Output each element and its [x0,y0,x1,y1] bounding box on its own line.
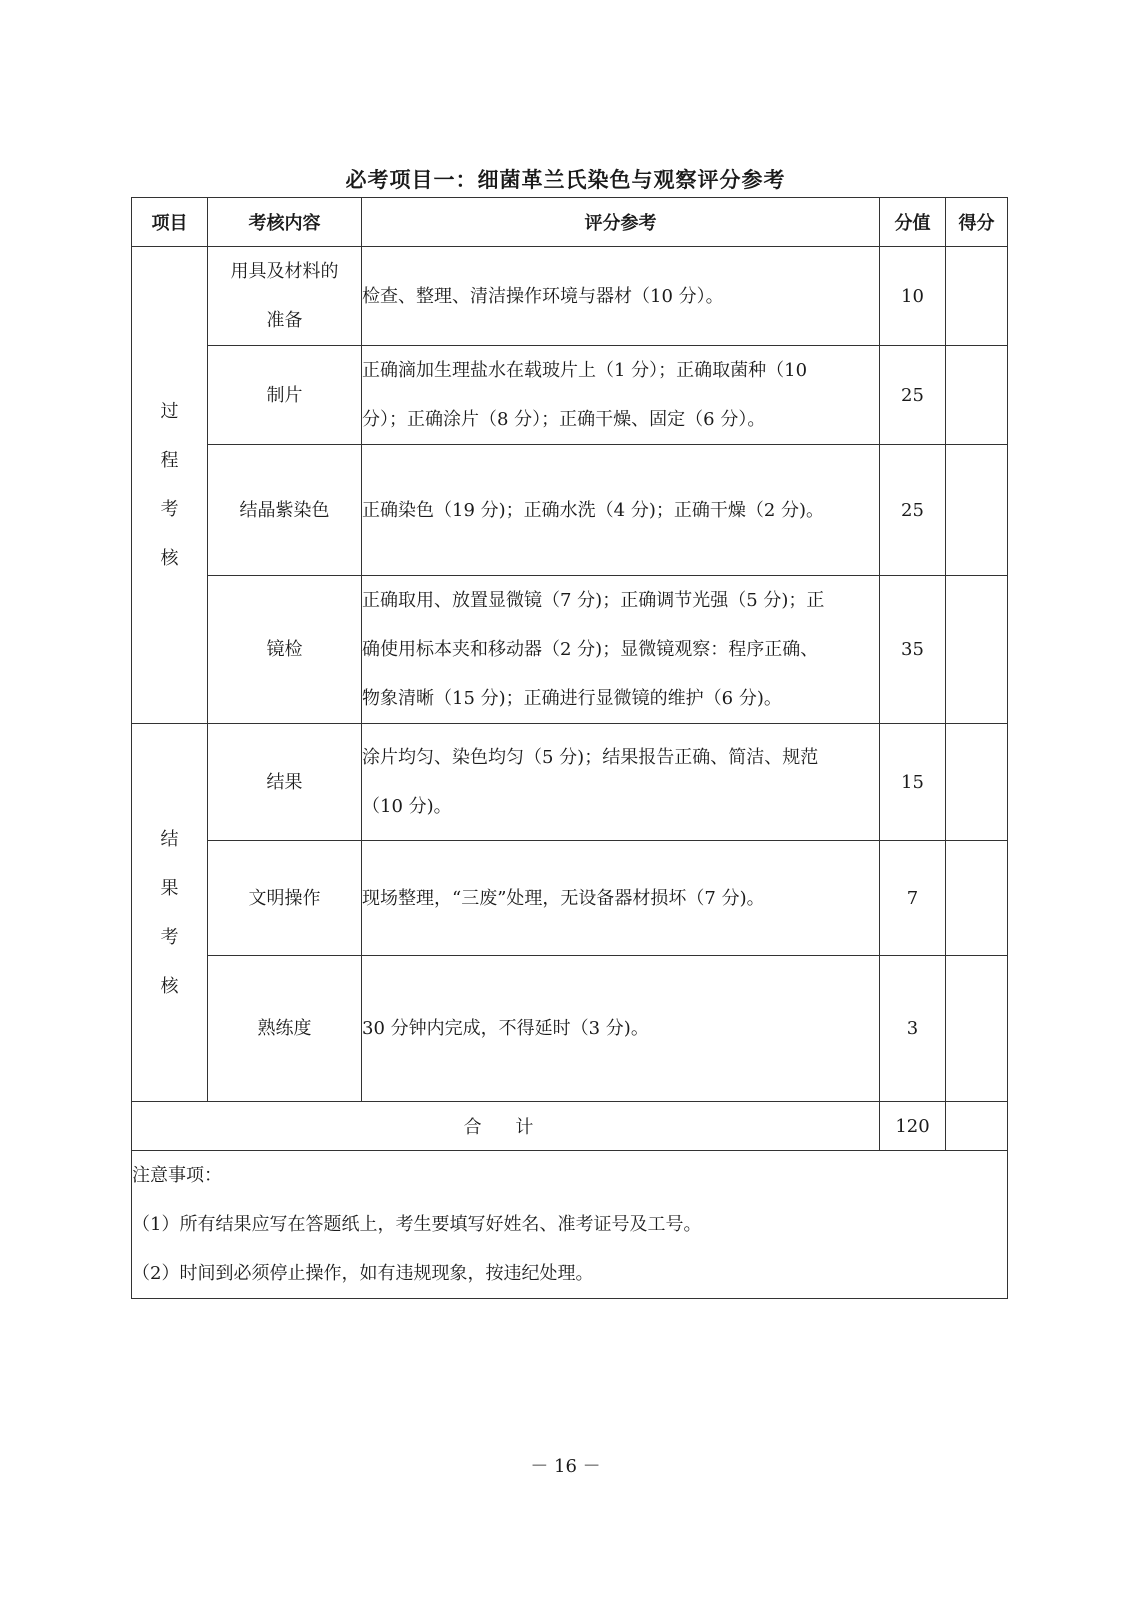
earned-cell[interactable] [946,346,1008,445]
total-row [132,1102,1008,1151]
notes-cell [132,1151,1008,1299]
note-item: （1）所有结果应写在答题纸上，考生要填写好姓名、准考证号及工号。 [132,1214,702,1235]
header-item: 项目 [132,198,208,247]
content-cell: 制片 [208,346,362,445]
header-row [132,198,1008,247]
content-cell: 结晶紫染色 [208,445,362,576]
score-cell: 25 [880,346,946,445]
table-row [132,247,1008,346]
header-reference: 评分参考 [362,198,880,247]
total-label: 合 计 [132,1102,880,1151]
score-cell: 35 [880,576,946,724]
reference-cell: 检查、整理、清洁操作环境与器材（10 分）。 [362,247,880,346]
total-earned-cell[interactable] [946,1102,1008,1151]
earned-cell[interactable] [946,956,1008,1102]
section-process: 过 程 考 核 [132,247,208,724]
scoring-table [131,197,1008,1299]
notes-heading: 注意事项： [132,1165,222,1186]
earned-cell[interactable] [946,841,1008,956]
reference-cell: 正确滴加生理盐水在载玻片上（1 分）；正确取菌种（10 分）；正确涂片（8 分）；正确干燥、固定（6 分）。 [362,346,880,445]
earned-cell[interactable] [946,724,1008,841]
header-content: 考核内容 [208,198,362,247]
note-item: （2）时间到必须停止操作，如有违规现象，按违纪处理。 [132,1263,594,1284]
page-number: － 16 － [530,1456,601,1477]
content-cell: 熟练度 [208,956,362,1102]
section-result: 结 果 考 核 [132,724,208,1102]
score-cell: 10 [880,247,946,346]
table-row [132,956,1008,1102]
table-row [132,346,1008,445]
total-score: 120 [880,1102,946,1151]
notes-row [132,1151,1008,1299]
content-cell: 镜检 [208,576,362,724]
table-row [132,445,1008,576]
score-cell: 3 [880,956,946,1102]
score-cell: 7 [880,841,946,956]
reference-cell: 现场整理，“三废”处理，无设备器材损坏（7 分)。 [362,841,880,956]
earned-cell[interactable] [946,445,1008,576]
header-earned: 得分 [946,198,1008,247]
reference-cell: 正确染色（19 分)；正确水洗（4 分)；正确干燥（2 分)。 [362,445,880,576]
table-row [132,724,1008,841]
reference-cell: 涂片均匀、染色均匀（5 分)；结果报告正确、简洁、规范 （10 分)。 [362,724,880,841]
table-row [132,576,1008,724]
header-score: 分值 [880,198,946,247]
content-cell: 文明操作 [208,841,362,956]
content-cell: 结果 [208,724,362,841]
reference-cell: 正确取用、放置显微镜（7 分)；正确调节光强（5 分)；正 确使用标本夹和移动器（2 分)；显微镜观察：程序正确、 物象清晰（15 分)；正确进行显微镜的维护（6 分)。 [362,576,880,724]
earned-cell[interactable] [946,576,1008,724]
page-title: 必考项目一：细菌革兰氏染色与观察评分参考 [345,168,786,192]
table-row [132,841,1008,956]
reference-cell: 30 分钟内完成，不得延时（3 分)。 [362,956,880,1102]
score-cell: 25 [880,445,946,576]
content-cell: 用具及材料的 准备 [208,247,362,346]
earned-cell[interactable] [946,247,1008,346]
score-cell: 15 [880,724,946,841]
